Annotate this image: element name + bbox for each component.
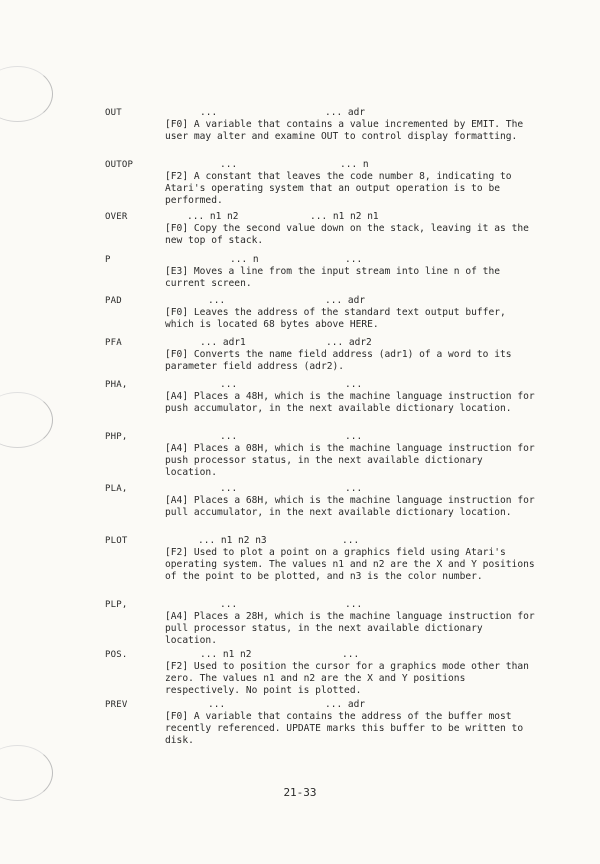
entry-code: [F0] bbox=[165, 223, 189, 234]
entry-code: [A4] bbox=[165, 495, 189, 506]
stack-after: ... bbox=[345, 379, 363, 390]
entry-code: [A4] bbox=[165, 443, 189, 454]
entry-code: [F0] bbox=[165, 307, 189, 318]
entry-text: Moves a line from the input stream into line n of the current screen. bbox=[165, 266, 506, 289]
entry-description bbox=[165, 443, 540, 479]
stack-after: ... bbox=[345, 254, 363, 265]
stack-after: ... adr bbox=[325, 699, 366, 710]
entry-text: Converts the name field address (adr1) of a word to its parameter field address (adr2). bbox=[165, 349, 518, 372]
entry-text: A variable that contains the address of the buffer most recently referenced. UPDATE marks this buffer to be written to disk. bbox=[165, 711, 529, 746]
entry-description bbox=[165, 391, 540, 415]
stack-before: ... bbox=[200, 107, 218, 118]
entry-text: Places a 48H, which is the machine language instruction for push accumulator, in the next available dictionary location. bbox=[165, 391, 541, 414]
stack-after: ... adr2 bbox=[326, 337, 372, 348]
entry-word: PLP, bbox=[105, 600, 128, 610]
entry-word: PFA bbox=[105, 338, 122, 348]
stack-after: ... n bbox=[340, 159, 369, 170]
stack-before: ... bbox=[208, 295, 226, 306]
stack-after: ... n1 n2 n1 bbox=[310, 211, 379, 222]
stack-after: ... bbox=[345, 599, 363, 610]
stack-before: ... n1 n2 bbox=[187, 211, 239, 222]
entry-word: POS. bbox=[105, 650, 128, 660]
entry-description bbox=[165, 495, 540, 519]
entry-code: [A4] bbox=[165, 611, 189, 622]
entry-description bbox=[165, 266, 540, 290]
stack-after: ... bbox=[342, 649, 360, 660]
entry-description bbox=[165, 307, 540, 331]
stack-before: ... n1 n2 bbox=[200, 649, 252, 660]
stack-after: ... adr bbox=[325, 295, 366, 306]
entry-description bbox=[165, 119, 540, 143]
entry-text: A constant that leaves the code number 8, indicating to Atari's operating system that an output operation is to be performed. bbox=[165, 171, 518, 206]
entry-word: PAD bbox=[105, 296, 122, 306]
stack-before: ... bbox=[220, 431, 238, 442]
stack-after: ... bbox=[345, 483, 363, 494]
stack-before: ... bbox=[220, 483, 238, 494]
entry-description bbox=[165, 547, 540, 583]
entry-word: P bbox=[105, 255, 111, 265]
stack-before: ... adr1 bbox=[200, 337, 246, 348]
entry-text: Places a 68H, which is the machine language instruction for pull accumulator, in the next available dictionary location. bbox=[165, 495, 541, 518]
entry-description bbox=[165, 223, 540, 247]
entry-code: [F0] bbox=[165, 119, 189, 130]
entry-word: PLA, bbox=[105, 484, 128, 494]
stack-before: ... n bbox=[230, 254, 259, 265]
entry-text: Copy the second value down on the stack, leaving it as the new top of stack. bbox=[165, 223, 535, 246]
entry-code: [F0] bbox=[165, 711, 189, 722]
entry-word: OVER bbox=[105, 212, 128, 222]
stack-before: ... bbox=[220, 159, 238, 170]
entry-code: [F0] bbox=[165, 349, 189, 360]
entry-description bbox=[165, 349, 540, 373]
page-number: 21-33 bbox=[283, 786, 317, 799]
entry-code: [E3] bbox=[165, 266, 189, 277]
entry-code: [F2] bbox=[165, 661, 189, 672]
stack-before: ... bbox=[220, 379, 238, 390]
entry-text: Used to position the cursor for a graphics mode other than zero. The values n1 and n2 are the X and Y positions respectively. No point is plotted. bbox=[165, 661, 535, 696]
stack-after: ... adr bbox=[325, 107, 366, 118]
entry-word: PHA, bbox=[105, 380, 128, 390]
entry-description bbox=[165, 661, 540, 697]
stack-before: ... bbox=[208, 699, 226, 710]
entry-description bbox=[165, 711, 540, 747]
entry-word: PHP, bbox=[105, 432, 128, 442]
entry-word: PLOT bbox=[105, 536, 128, 546]
entry-word: OUTOP bbox=[105, 160, 134, 170]
entry-code: [A4] bbox=[165, 391, 189, 402]
entry-code: [F2] bbox=[165, 547, 189, 558]
entry-word: PREV bbox=[105, 700, 128, 710]
punch-hole bbox=[0, 392, 53, 448]
entry-text: A variable that contains a value incremented by EMIT. The user may alter and examine OUT to control display formatting. bbox=[165, 119, 529, 142]
stack-before: ... n1 n2 n3 bbox=[198, 535, 267, 546]
punch-hole bbox=[0, 66, 53, 122]
entry-description bbox=[165, 611, 540, 647]
entry-text: Used to plot a point on a graphics field using Atari's operating system. The values n1 and n2 are the X and Y positions of the point to be plotted, and n3 is the color number. bbox=[165, 547, 541, 582]
entry-text: Places a 08H, which is the machine language instruction for push processor status, in the next available dictionary location. bbox=[165, 443, 541, 478]
stack-after: ... bbox=[342, 535, 360, 546]
entry-description bbox=[165, 171, 540, 207]
entry-text: Leaves the address of the standard text output buffer, which is located 68 bytes above HERE. bbox=[165, 307, 512, 330]
stack-before: ... bbox=[220, 599, 238, 610]
stack-after: ... bbox=[345, 431, 363, 442]
entry-code: [F2] bbox=[165, 171, 189, 182]
entry-word: OUT bbox=[105, 108, 122, 118]
entry-text: Places a 28H, which is the machine language instruction for pull processor status, in the next available dictionary location. bbox=[165, 611, 541, 646]
